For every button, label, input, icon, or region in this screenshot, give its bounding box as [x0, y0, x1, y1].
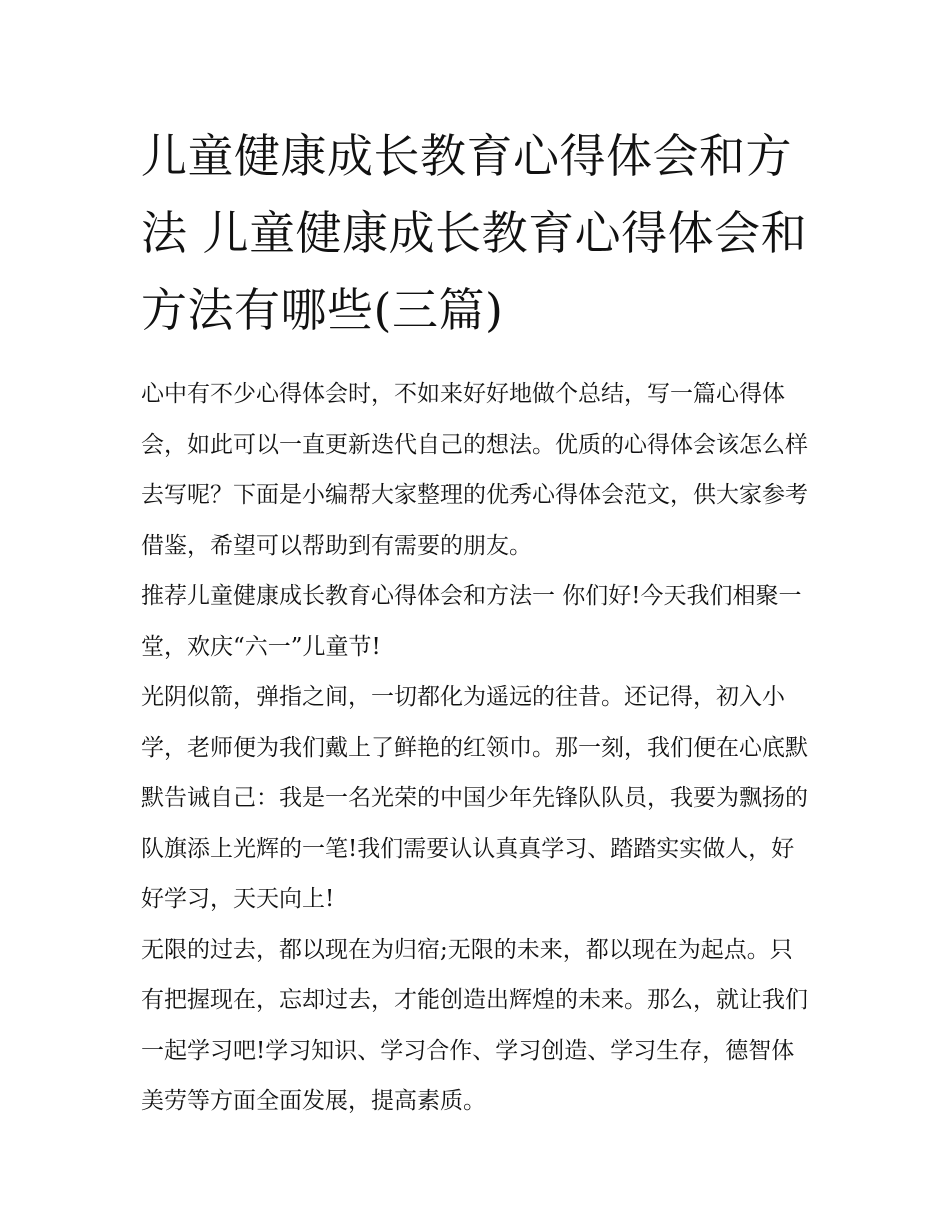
document-body — [141, 369, 813, 1127]
paragraph-intro: 心中有不少心得体会时，不如来好好地做个总结，写一篇心得体会，如此可以一直更新迭代自己的想法。优质的心得体会该怎么样去写呢？下面是小编帮大家整理的优秀心得体会范文，供大家参考借鉴，希望可以帮助到有需要的朋友。 — [141, 381, 808, 559]
paragraph-memories: 光阴似箭，弹指之间，一切都化为遥远的往昔。还记得，初入小学，老师便为我们戴上了鲜艳的红领巾。那一刻，我们便在心底默默告诫自己：我是一名光荣的中国少年先锋队队员，我要为飘扬的队旗添上光辉的一笔!我们需要认认真真学习、踏踏实实做人，好好学习，天天向上! — [141, 684, 808, 912]
document-title: 儿童健康成长教育心得体会和方法 儿童健康成长教育心得体会和方法有哪些(三篇) — [141, 129, 808, 337]
document-content — [141, 118, 813, 1127]
paragraph-greeting: 推荐儿童健康成长教育心得体会和方法一 你们好!今天我们相聚一堂，欢庆“六一”儿童节! — [141, 583, 802, 660]
paragraph-learning: 无限的过去，都以现在为归宿;无限的未来，都以现在为起点。只有把握现在，忘却过去，才能创造出辉煌的未来。那么，就让我们一起学习吧!学习知识、学习合作、学习创造、学习生存，德智体美劳等方面全面发展，提高素质。 — [141, 936, 808, 1114]
